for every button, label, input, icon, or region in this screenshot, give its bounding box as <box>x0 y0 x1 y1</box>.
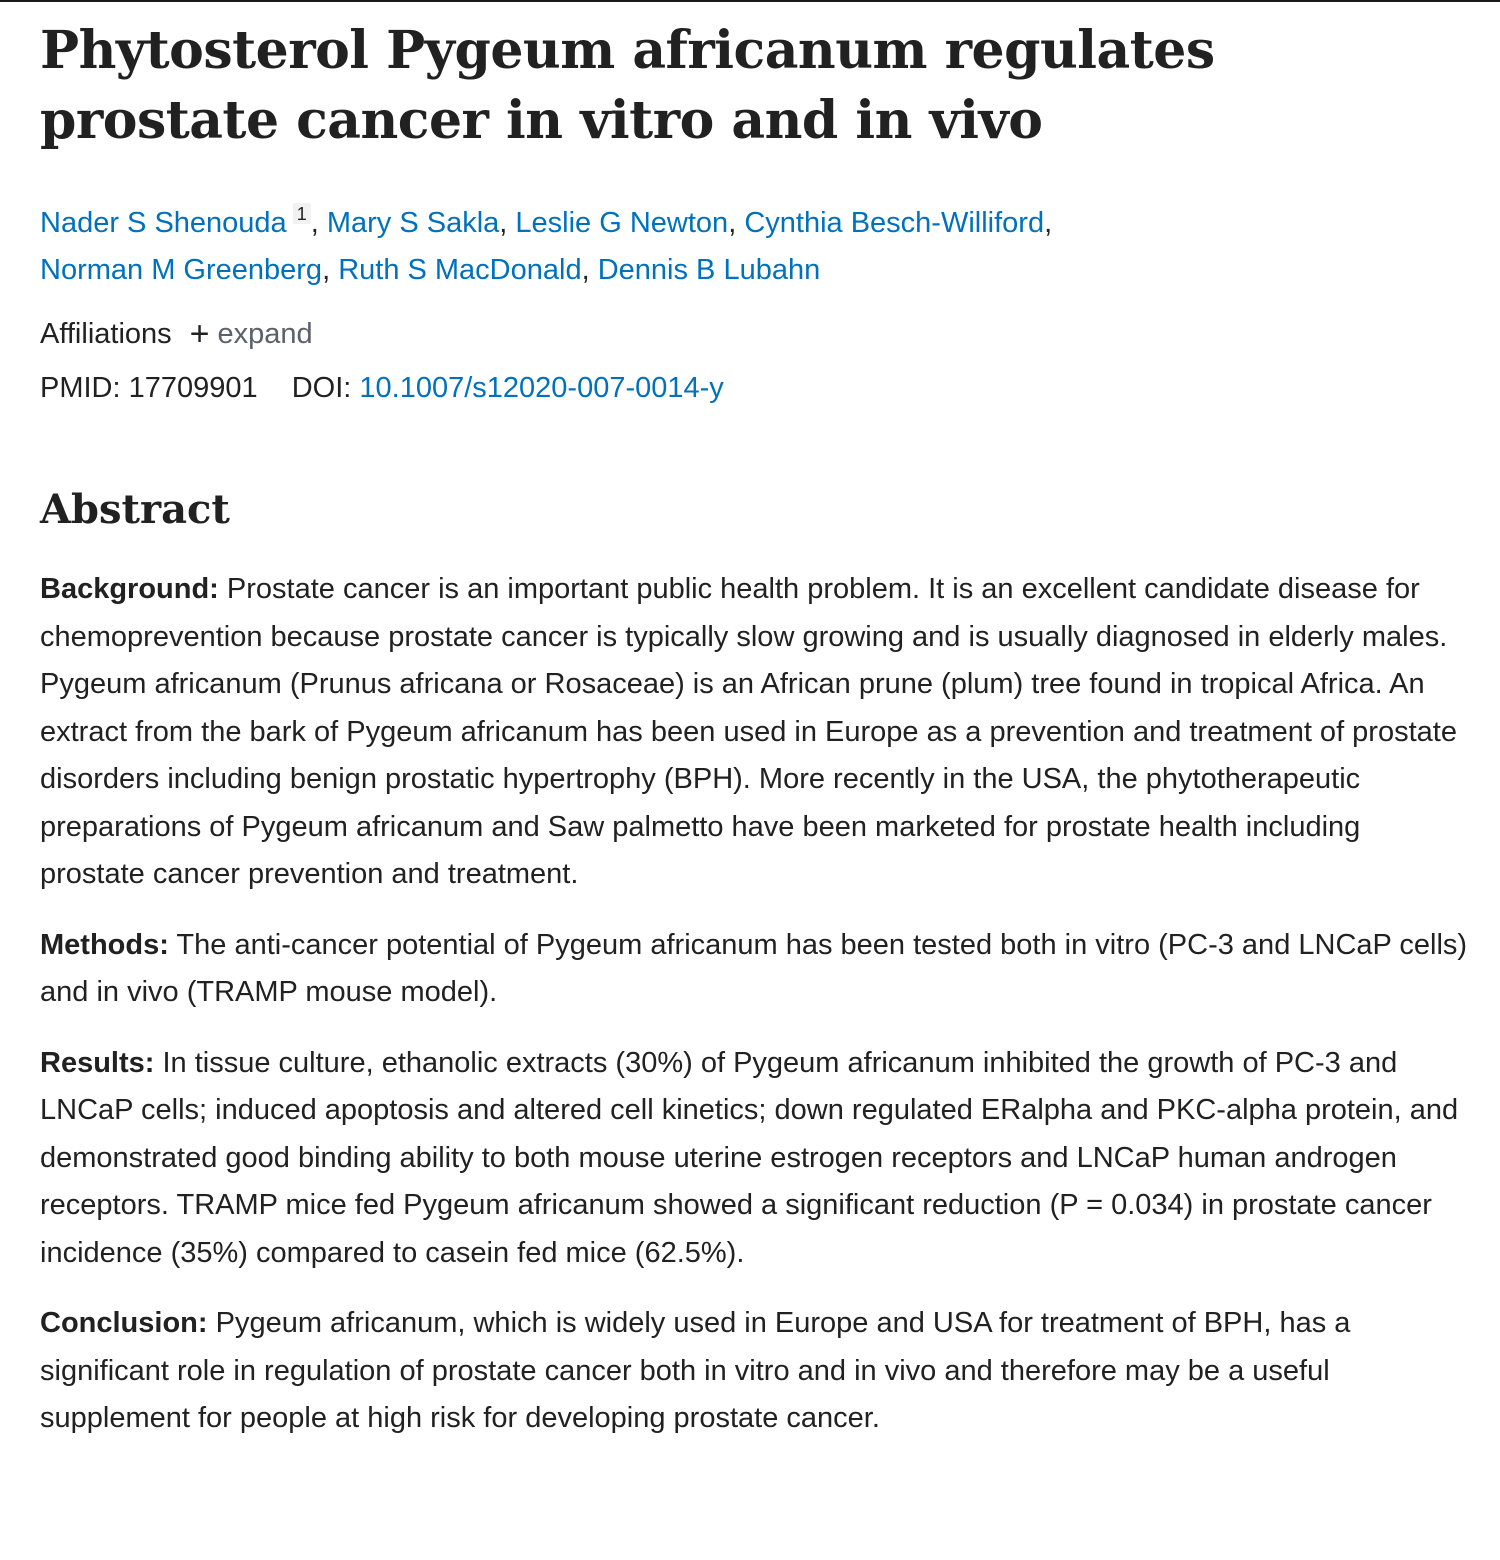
abstract-section-label: Methods: <box>40 928 169 961</box>
authors-list <box>40 200 1470 294</box>
author-separator: , <box>499 207 516 239</box>
abstract-section-text: Prostate cancer is an important public health problem. It is an excellent candidate disease for chemoprevention because prostate cancer is typically slow growing and is usually diagnosed in elderly males. Pygeum africanum (Prunus africana or Rosaceae) is an African prune (plum) tree found in tropical Africa. An extract from the bark of Pygeum africanum has been used in Europe as a prevention and treatment of prostate disorders including benign prostatic hypertrophy (BPH). More recently in the USA, the phytotherapeutic preparations of Pygeum africanum and Saw palmetto have been marketed for prostate health including prostate cancer prevention and treatment. <box>40 573 1457 890</box>
abstract-conclusion <box>40 1300 1470 1443</box>
abstract-background <box>40 566 1470 899</box>
abstract-section-text: The anti-cancer potential of Pygeum africanum has been tested both in vitro (PC-3 and LNCaP cells) and in vivo (TRAMP mouse model). <box>40 928 1468 1008</box>
abstract-section-label: Results: <box>40 1046 155 1079</box>
article-title: Phytosterol Pygeum africanum regulates prostate cancer in vitro and in vivo <box>40 20 1215 151</box>
affiliation-sup[interactable]: 1 <box>293 203 311 224</box>
author-link[interactable]: Norman M Greenberg <box>40 254 323 286</box>
plus-icon: + <box>189 315 210 353</box>
abstract-section-label: Conclusion: <box>40 1307 208 1339</box>
expand-affiliations-button[interactable] <box>189 315 313 353</box>
author-separator: , <box>322 254 339 286</box>
author-link[interactable]: Mary S Sakla <box>326 207 500 239</box>
author-separator: , <box>1044 207 1053 239</box>
author-link[interactable]: Nader S Shenouda <box>40 207 287 239</box>
author-link[interactable]: Cynthia Besch-Williford <box>744 207 1045 239</box>
pmid-value: 17709901 <box>128 372 258 404</box>
author-separator: , <box>310 207 327 239</box>
identifiers-row <box>40 368 1470 408</box>
abstract-section-label: Background: <box>40 573 219 605</box>
author-link[interactable]: Leslie G Newton <box>515 207 729 239</box>
pmid-label: PMID: <box>40 372 121 404</box>
abstract-section-text: Pygeum africanum, which is widely used in Europe and USA for treatment of BPH, has a significant role in regulation of prostate cancer both in vitro and in vivo and therefore may be a useful supplement for people at high risk for developing prostate cancer. <box>40 1307 1351 1434</box>
affiliations-row <box>40 312 1470 354</box>
affiliations-label: Affiliations <box>40 318 172 350</box>
author-separator: , <box>728 207 745 239</box>
abstract-results <box>40 1040 1470 1278</box>
expand-label: expand <box>217 318 313 350</box>
doi-link[interactable]: 10.1007/s12020-007-0014-y <box>359 372 724 404</box>
abstract-heading: Abstract <box>40 486 230 533</box>
author-link[interactable]: Ruth S MacDonald <box>338 254 582 286</box>
author-separator: , <box>581 254 598 286</box>
author-link[interactable]: Dennis B Lubahn <box>597 254 821 286</box>
abstract-section-text: In tissue culture, ethanolic extracts (30%) of Pygeum africanum inhibited the growth of PC-3 and LNCaP cells; induced apoptosis and altered cell kinetics; down regulated ERalpha and PKC-alpha protein, and demonstrated good binding ability to both mouse uterine estrogen receptors and LNCaP human androgen receptors. TRAMP mice fed Pygeum africanum showed a significant reduction (P = 0.034) in prostate cancer incidence (35%) compared to casein fed mice (62.5%). <box>40 1046 1459 1269</box>
doi-label: DOI: <box>291 372 352 404</box>
article-page <box>40 16 1470 1443</box>
abstract-methods <box>40 922 1470 1017</box>
